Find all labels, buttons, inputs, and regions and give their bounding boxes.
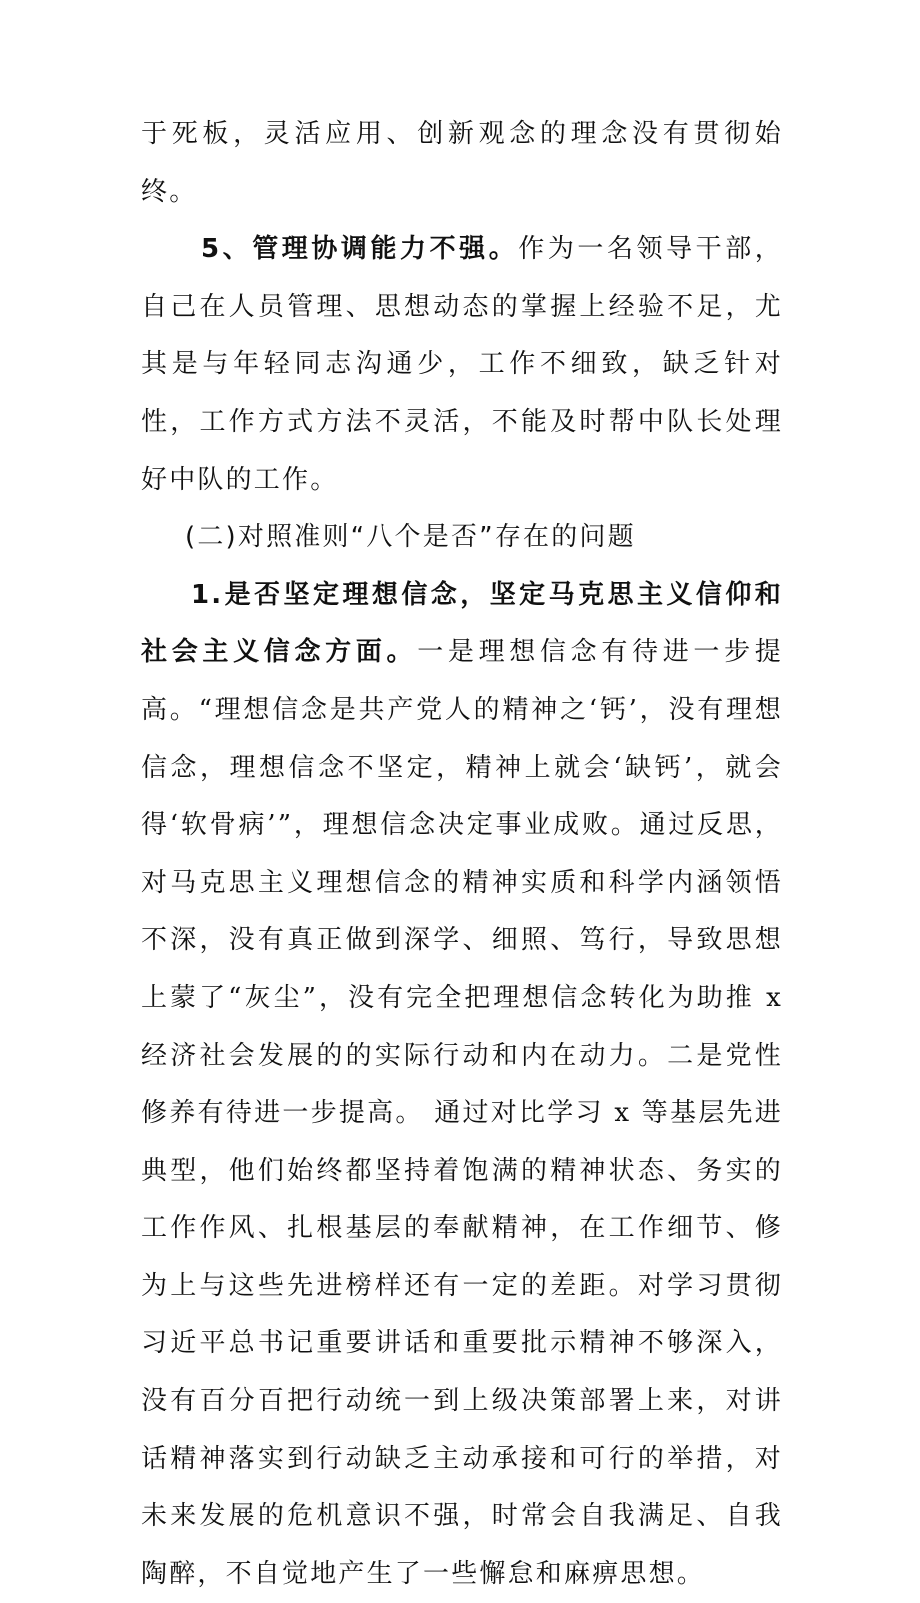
- paragraph-text: 于死板，灵活应用、创新观念的理念没有贯彻始终。: [141, 119, 783, 207]
- paragraph-heading: 5、管理协调能力不强。: [201, 234, 519, 265]
- paragraph-management-coordination: [141, 221, 783, 509]
- paragraph-text: 作为一名领导干部，自己在人员管理、思想动态的掌握上经验不足，尤其是与年轻同志沟通少，工作不细致，缺乏针对性，工作方式方法不灵活，不能及时帮中队长处理好中队的工作。: [141, 234, 783, 495]
- section-heading: [141, 509, 783, 567]
- paragraph-text: 一是理想信念有待进一步提高。“理想信念是共产党人的精神之‘钙’，没有理想信念，理想信念不坚定，精神上就会‘缺钙’，就会得‘软骨病’”，理想信念决定事业成败。通过反思，对马克思主义理想信念的精神实质和科学内涵领悟不深，没有真正做到深学、细照、笃行，导致思想上蒙了“灰尘”，没有完全把理想信念转化为助推 x 经济社会发展的的实际行动和内在动力。二是党性修养有待进一步提高。 通过对比学习 x 等基层先进典型，他们始终都坚持着饱满的精神状态、务实的工作作风、扎根基层的奉献精神，在工作细节、修为上与这些先进榜样还有一定的差距。对学习贯彻习近平总书记重要讲话和重要批示精神不够深入，没有百分百把行动统一到上级决策部署上来，对讲话精神落实到行动缺乏主动承接和可行的举措，对未来发展的危机意识不强，时常会自我满足、自我陶醉，不自觉地产生了一些懈怠和麻痹思想。: [141, 637, 783, 1589]
- section-heading-text: (二)对照准则“八个是否”存在的问题: [185, 522, 636, 553]
- paragraph-continuation: [141, 106, 783, 221]
- document-body: [141, 106, 783, 1603]
- paragraph-ideals-beliefs: [141, 567, 783, 1603]
- paragraph-heading: 1.是否坚定理想信念，坚定马克思主义信仰和社会主义信念方面。: [141, 579, 783, 668]
